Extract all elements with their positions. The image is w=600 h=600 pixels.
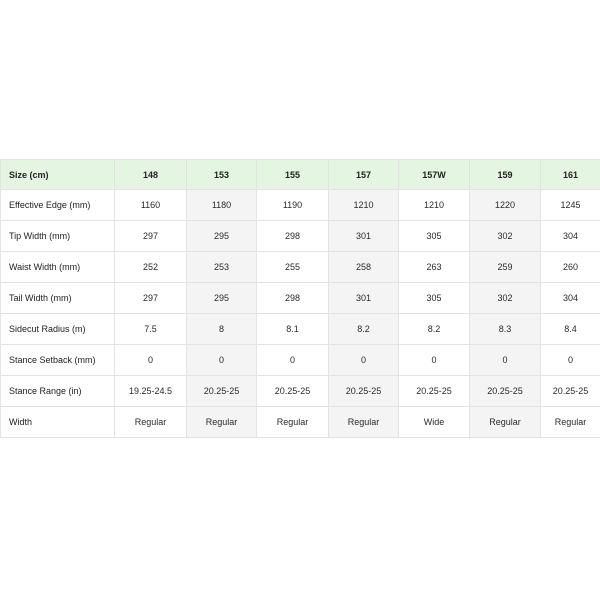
table-cell: 305 <box>399 221 470 252</box>
table-row <box>1 190 600 221</box>
table-row <box>1 345 600 376</box>
table-cell: Regular <box>187 407 257 438</box>
table-cell: 302 <box>470 283 541 314</box>
table-cell: 1245 <box>541 190 600 221</box>
table-cell: 20.25-25 <box>470 376 541 407</box>
size-header: 157 <box>329 160 399 190</box>
table-cell: Wide <box>399 407 470 438</box>
table-cell: Regular <box>329 407 399 438</box>
table-cell: 304 <box>541 283 600 314</box>
table-cell: 259 <box>470 252 541 283</box>
header-row <box>1 160 600 190</box>
table-cell: 295 <box>187 283 257 314</box>
table-cell: 0 <box>399 345 470 376</box>
table-cell: 0 <box>470 345 541 376</box>
table-cell: 8.4 <box>541 314 600 345</box>
table-cell: Regular <box>541 407 600 438</box>
table-cell: 0 <box>187 345 257 376</box>
table-cell: 20.25-25 <box>329 376 399 407</box>
table-cell: 0 <box>115 345 187 376</box>
row-label: Stance Setback (mm) <box>1 345 115 376</box>
table-cell: 253 <box>187 252 257 283</box>
table-cell: 20.25-25 <box>399 376 470 407</box>
table-cell: 260 <box>541 252 600 283</box>
table-cell: 19.25-24.5 <box>115 376 187 407</box>
size-header: 153 <box>187 160 257 190</box>
size-header: 157W <box>399 160 470 190</box>
size-header: 159 <box>470 160 541 190</box>
table-cell: 1210 <box>399 190 470 221</box>
row-label: Sidecut Radius (m) <box>1 314 115 345</box>
table-cell: 1160 <box>115 190 187 221</box>
table-cell: 298 <box>257 283 329 314</box>
table-cell: 20.25-25 <box>257 376 329 407</box>
table-cell: 20.25-25 <box>187 376 257 407</box>
table-cell: 1180 <box>187 190 257 221</box>
table-row <box>1 252 600 283</box>
table-cell: 7.5 <box>115 314 187 345</box>
table-row <box>1 314 600 345</box>
table-row <box>1 283 600 314</box>
table-cell: 20.25-25 <box>541 376 600 407</box>
row-label: Waist Width (mm) <box>1 252 115 283</box>
table-cell: 304 <box>541 221 600 252</box>
table-cell: 252 <box>115 252 187 283</box>
row-label: Width <box>1 407 115 438</box>
table-cell: 8.2 <box>399 314 470 345</box>
row-label: Stance Range (in) <box>1 376 115 407</box>
table-cell: 258 <box>329 252 399 283</box>
table-cell: 0 <box>329 345 399 376</box>
table-cell: 302 <box>470 221 541 252</box>
table-cell: 301 <box>329 221 399 252</box>
size-header: 161 <box>541 160 600 190</box>
table-cell: 255 <box>257 252 329 283</box>
table-cell: 8.3 <box>470 314 541 345</box>
row-label: Effective Edge (mm) <box>1 190 115 221</box>
table-cell: 0 <box>257 345 329 376</box>
table-cell: 0 <box>541 345 600 376</box>
row-label: Tail Width (mm) <box>1 283 115 314</box>
table-cell: 8.2 <box>329 314 399 345</box>
table-cell: 297 <box>115 283 187 314</box>
table-cell: Regular <box>115 407 187 438</box>
table-cell: 297 <box>115 221 187 252</box>
size-header: 155 <box>257 160 329 190</box>
table-cell: 301 <box>329 283 399 314</box>
table-cell: 1220 <box>470 190 541 221</box>
table-cell: 1190 <box>257 190 329 221</box>
size-header: 148 <box>115 160 187 190</box>
table-row <box>1 221 600 252</box>
table-row <box>1 376 600 407</box>
table-cell: 298 <box>257 221 329 252</box>
table-cell: 305 <box>399 283 470 314</box>
row-label: Tip Width (mm) <box>1 221 115 252</box>
table-cell: 1210 <box>329 190 399 221</box>
header-label: Size (cm) <box>1 160 115 190</box>
table-cell: 8.1 <box>257 314 329 345</box>
table-row <box>1 407 600 438</box>
table-cell: Regular <box>257 407 329 438</box>
size-spec-table <box>0 159 600 438</box>
table-cell: 295 <box>187 221 257 252</box>
table-cell: 8 <box>187 314 257 345</box>
table-cell: Regular <box>470 407 541 438</box>
table-cell: 263 <box>399 252 470 283</box>
